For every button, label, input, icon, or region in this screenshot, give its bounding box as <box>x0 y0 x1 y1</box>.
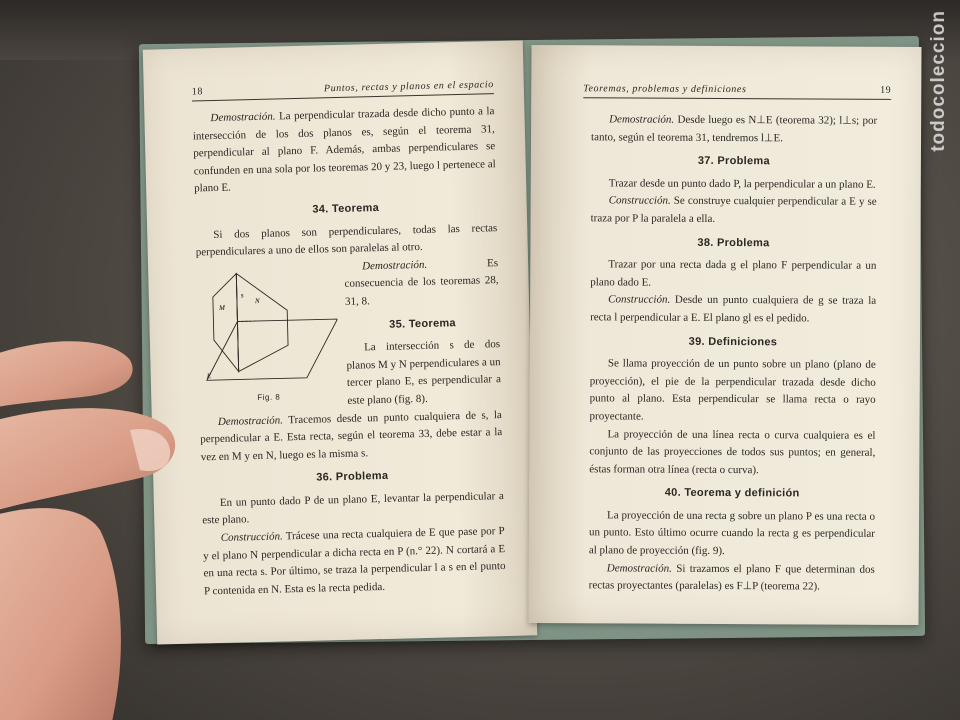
paragraph: Construcción. Se construye cualquier perpendicular a E y se traza por P la paralela a ella. <box>590 194 877 225</box>
paragraph: Demostración. Si trazamos el plano F que determinan dos rectas proyectantes (paralelas) es F⊥P (teorema 22). <box>588 562 875 593</box>
label-m: M <box>219 303 226 312</box>
figure-side-text <box>344 255 502 410</box>
watermark-logo: todocoleccion <box>928 10 949 152</box>
paragraph: Construcción. Desde un punto cualquiera de g se traza la recta l perpendicular a E. El plano gl es el pedido. <box>590 293 877 325</box>
hand-holding-book <box>0 330 195 720</box>
left-page-number: 18 <box>191 86 204 98</box>
paragraph: Demostración. La perpendicular trazada desde dicho punto a la intersección de los dos planos es, según el teorema 31, perpendicular al plano F. Además, ambas perpendiculares se confunden en una sola por los teoremas 20 y 23, luego l pertenece al plano E. <box>192 105 496 195</box>
plane-e <box>205 319 338 380</box>
paragraph: En un punto dado P de un plano E, levantar la perpendicular a este plano. <box>202 489 504 527</box>
heading-36: 36. Problema <box>316 470 389 484</box>
paragraph: La intersección s de dos planos M y N perpendiculares a un tercer plano E, es perpendicular a este plano (fig. 8). <box>346 338 502 407</box>
heading-34: 34. Teorema <box>312 201 380 216</box>
figure-block <box>196 255 502 414</box>
plane-n <box>236 272 288 371</box>
right-page-number: 19 <box>880 84 892 96</box>
heading-35: 35. Teorema <box>389 316 457 331</box>
right-running-head <box>583 83 891 100</box>
paragraph: Trazar desde un punto dado P, la perpendicular a un plano E. <box>608 177 876 191</box>
right-page-body <box>589 111 878 596</box>
index-finger <box>0 341 133 410</box>
palm <box>0 508 121 720</box>
figure-caption: Fig. 8 <box>257 392 281 402</box>
heading-37: 37. Problema <box>697 155 770 168</box>
right-page <box>528 45 921 625</box>
paragraph: Demostración. Tracemos desde un punto cualquiera de s, la perpendicular a E. Esta recta, según el teorema 33, debe estar a la vez en M y en N, luego es la misma s. <box>200 408 503 464</box>
figure-8 <box>196 259 340 412</box>
paragraph: Construcción. Trácese una recta cualquiera de E que pase por P y el plano N perpendicular a dicha recta en P (n.° 22). N cortará a E en una recta s. Por último, se traza la perpendicular l a s en el punto P contenida en N. Esta es la recta pedida. <box>203 525 506 598</box>
planes-diagram <box>196 259 339 397</box>
label-s: s <box>240 291 244 300</box>
label-e: E <box>206 371 212 381</box>
plane-m <box>212 273 238 372</box>
paragraph: Demostración. Es consecuencia de los teoremas 28, 31, 8. <box>344 256 499 308</box>
paragraph: La proyección de una línea recta o curva cualquiera es el conjunto de las proyecciones de todos sus puntos; en general, éstas forman otra línea (recta o curva). <box>589 427 876 476</box>
paragraph: Si dos planos son perpendiculares, todas las rectas perpendiculares a uno de ellos son paralelas al otro. <box>195 221 498 259</box>
left-page <box>143 40 537 644</box>
paragraph: Demostración. Desde luego es N⊥E (teorema 32); l⊥s; por tanto, según el teorema 31, tendremos l⊥E. <box>591 113 878 144</box>
heading-40: 40. Teorema y definición <box>664 486 800 500</box>
paragraph: La proyección de una recta g sobre un plano P es una recta o un punto. Esto último ocurre cuando la recta g es perpendicular al plano de proyección (fig. 9). <box>588 509 876 558</box>
heading-38: 38. Problema <box>697 236 770 249</box>
left-running-head <box>192 79 494 101</box>
paragraph: Trazar por una recta dada g el plano F perpendicular a un plano dado E. <box>590 258 877 289</box>
paragraph: Se llama proyección de un punto sobre un plano (plano de proyección), el pie de la perpendicular trazada desde dicho punto al plano. Esta perpendicular se llama recta o rayo proyectante. <box>589 357 876 423</box>
left-page-body <box>192 103 506 601</box>
left-running-title: Puntos, rectas y planos en el espacio <box>323 79 494 95</box>
label-n: N <box>254 296 260 305</box>
right-running-title: Teoremas, problemas y definiciones <box>583 83 747 96</box>
heading-39: 39. Definiciones <box>688 335 778 348</box>
